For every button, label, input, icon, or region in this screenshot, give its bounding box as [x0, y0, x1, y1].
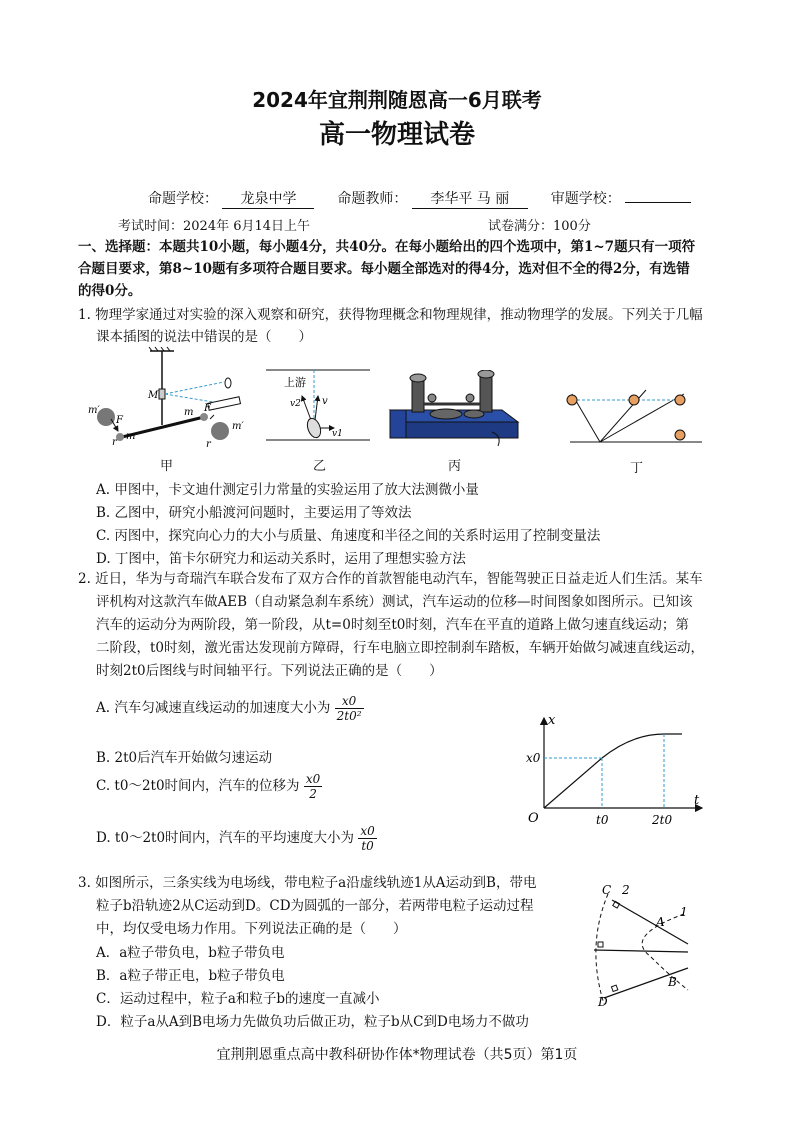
section1-heading-3: 的得0分。 [78, 283, 142, 299]
q1-figure-cavendish [84, 345, 254, 450]
q3-stem-3: 中，均仅受电场力作用。下列说法正确的是（ ） [96, 921, 407, 937]
exam-score: 试卷满分：100分 [488, 219, 591, 234]
q2-graph-t0: t0 [596, 813, 609, 827]
q2-option-c-numerator: x0 [305, 772, 321, 786]
paper-title: 高一物理试卷 [318, 120, 475, 150]
q2-option-c-text: C. t0～2t0时间内，汽车的位移为 [96, 778, 300, 794]
q2-graph-origin: O [528, 811, 539, 826]
q1-fig-label-bing: 丙 [448, 459, 462, 474]
q1-fig-label-ding: 丁 [630, 461, 644, 476]
school-value: 龙泉中学 [222, 188, 314, 209]
fig-jia-m-left: m [126, 431, 136, 442]
q3-stem-1: 3. 如图所示，三条实线为电场线，带电粒子a沿虚线轨迹1从A运动到B，带电 [78, 875, 537, 891]
q2-graph-2t0: 2t0 [652, 813, 673, 827]
q2-stem-1: 2. 近日，华为与奇瑞汽车联合发布了双方合作的首款智能电动汽车，智能驾驶正日益走近人们生活。某车 [78, 571, 703, 587]
q3-option-c: C．运动过程中，粒子a和粒子b的速度一直减小 [96, 991, 380, 1007]
q1-stem-2: 课本插图的说法中错误的是（ ） [96, 329, 312, 345]
q2-graph-x-label: x [548, 713, 556, 728]
q2-stem-5: 时刻2t0后图线与时间轴平行。下列说法正确的是（ ） [96, 663, 443, 679]
q3-label-d: D [598, 995, 608, 1009]
q3-label-a: A [656, 915, 665, 929]
q3-option-b: B．a粒子带正电，b粒子带负电 [96, 968, 285, 984]
fig-jia-m-right: m [184, 407, 194, 418]
fig-yi-v1: v1 [332, 429, 343, 439]
exam-title: 2024年宜荆荆随恩高一6月联考 [252, 88, 542, 112]
q2-graph-x0: x0 [526, 751, 541, 765]
fig-jia-f-left: F [116, 415, 123, 426]
fig-jia-M: M [148, 390, 159, 401]
fig-yi-v2: v2 [290, 399, 301, 409]
q1-option-a: A. 甲图中，卡文迪什测定引力常量的实验运用了放大法测微小量 [96, 482, 479, 498]
q1-option-d: D. 丁图中，笛卡尔研究力和运动关系时，运用了理想实验方法 [96, 551, 466, 567]
q2-option-a-text: A. 汽车匀减速直线运动的加速度大小为 [96, 700, 331, 716]
q1-option-b: B. 乙图中，研究小船渡河问题时，主要运用了等效法 [96, 505, 412, 521]
q2-option-c-denominator: 2 [309, 787, 317, 801]
q2-xt-graph [522, 712, 712, 832]
q1-figure-boat [266, 366, 372, 444]
q2-option-d-text: D. t0～2t0时间内，汽车的平均速度大小为 [96, 830, 355, 846]
fig-jia-f-right: F [204, 403, 211, 414]
fig-jia-r-left: r [112, 437, 117, 448]
q2-option-b: B. 2t0后汽车开始做匀速运动 [96, 750, 273, 766]
review-label: 审题学校： [550, 191, 621, 207]
q3-label-b: B [668, 975, 677, 989]
q3-label-1: 1 [680, 905, 688, 919]
teacher-value: 李华平 马 丽 [412, 188, 528, 209]
authors-row [148, 188, 691, 209]
q3-stem-2: 粒子b沿轨迹2从C运动到D。CD为圆弧的一部分，若两带电粒子运动过程 [96, 898, 534, 914]
page-footer: 宜荆荆恩重点高中教科研协作体*物理试卷（共5页）第1页 [216, 1047, 578, 1063]
q3-field-figure [584, 880, 724, 1012]
review-value [625, 202, 691, 203]
q2-stem-3: 汽车的运动分为两阶段，第一阶段，从t=0时刻至t0时刻，汽车在平直的道路上做匀速直线运动；第 [96, 617, 689, 633]
q1-figure-inclined-planes [566, 386, 706, 446]
q2-option-d [96, 824, 377, 853]
exam-time: 考试时间：2024年 6月14日上午 [118, 219, 311, 234]
fig-jia-r-right: r [206, 439, 211, 450]
fig-yi-v: v [322, 396, 328, 407]
q1-fig-label-jia: 甲 [160, 459, 174, 474]
q1-option-c: C. 丙图中，探究向心力的大小与质量、角速度和半径之间的关系时运用了控制变量法 [96, 528, 601, 544]
q2-option-d-denominator: t0 [361, 839, 374, 853]
q2-option-a-denominator: 2t0² [336, 709, 362, 723]
section1-heading-1: 一、选择题：本题共10小题，每小题4分，共40分。在每小题给出的四个选项中，第1~7题只有一项符 [78, 239, 696, 255]
fig-jia-mprime-left: m′ [88, 405, 100, 416]
q2-graph-t-label: t [694, 793, 700, 808]
fig-jia-mprime-right: m′ [232, 421, 244, 432]
q3-label-c: C [602, 883, 612, 897]
q2-stem-4: 二阶段，t0时刻，激光雷达发现前方障碍，行车电脑立即控制刹车踏板，车辆开始做匀减速直线运动， [96, 640, 705, 656]
q1-stem-1: 1. 物理学家通过对实验的深入观察和研究，获得物理概念和物理规律，推动物理学的发展。下列关于几幅 [78, 307, 703, 323]
q2-option-c [96, 772, 322, 801]
section1-heading-2: 合题目要求，第8~10题有多项符合题目要求。每小题全部选对的得4分，选对但不全的得2分，有选错 [78, 261, 690, 277]
q1-figure-centripetal-apparatus [384, 370, 520, 450]
q3-option-a: A．a粒子带负电，b粒子带负电 [96, 945, 285, 961]
q2-option-a [96, 694, 364, 723]
q1-fig-label-yi: 乙 [313, 459, 327, 474]
q2-stem-2: 评机构对这款汽车做AEB（自动紧急刹车系统）测试，汽车运动的位移—时间图象如图所示。已知该 [96, 594, 693, 610]
q2-option-d-numerator: x0 [360, 824, 375, 838]
school-label: 命题学校： [148, 191, 218, 207]
fig-yi-upstream: 上游 [284, 376, 306, 389]
q3-option-d: D．粒子a从A到B电场力先做负功后做正功，粒子b从C到D电场力不做功 [96, 1014, 529, 1030]
q2-option-a-numerator: x0 [335, 694, 364, 709]
teacher-label: 命题教师： [337, 191, 408, 207]
q3-label-2: 2 [622, 883, 630, 897]
